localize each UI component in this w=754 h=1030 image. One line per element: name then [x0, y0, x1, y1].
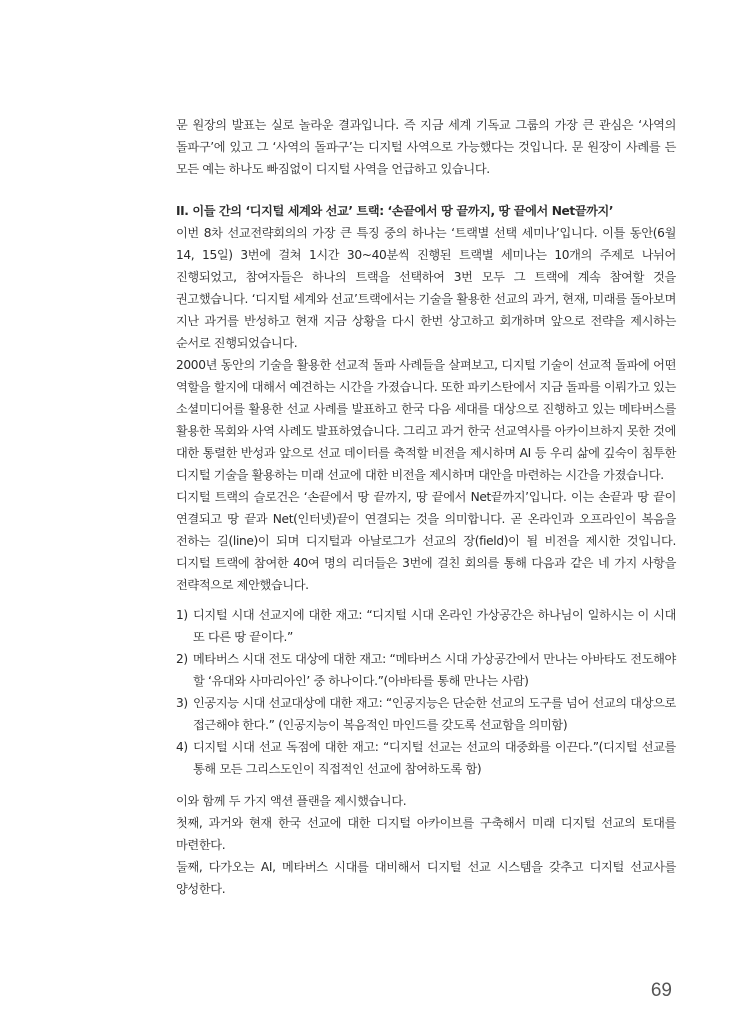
list-item-text: 디지털 시대 선교 독점에 대한 재고: “디지털 선교는 선교의 대중화를 이끈다.”(디지털 선교를 통해 모든 그리스도인이 직접적인 선교에 참여하도록 함) — [193, 740, 676, 776]
list-item-text: 메타버스 시대 전도 대상에 대한 재고: “메타버스 시대 가상공간에서 만나는 아바타도 전도해야 할 ‘유대와 사마리아인’ 중 하나이다.”(아바타를 통해 만나는 사람) — [193, 652, 676, 688]
list-item-text: 디지털 시대 선교지에 대한 재고: “디지털 시대 온라인 가상공간은 하나님이 일하시는 이 시대 또 다른 땅 끝이다.” — [193, 608, 676, 644]
closing-paragraph: 둘째, 다가오는 AI, 메타버스 시대를 대비해서 디지털 선교 시스템을 갖추고 디지털 선교사를 양성한다. — [176, 860, 676, 896]
body-paragraph: 디지털 트랙의 슬로건은 ‘손끝에서 땅 끝까지, 땅 끝에서 Net끝까지’입니다. 이는 손끝과 땅 끝이 연결되고 땅 끝과 Net(인터넷)끝이 연결되는 것을 의미합니다. 곧 온라인과 오프라인이 복음을 전하는 길(line)이 되며 디지털과 아날로그가 선교의 장(field)이 될 비전을 제시한 것입니다. 디지털 트랙에 참여한 40여 명의 리더들은 3번에 걸친 회의를 통해 다음과 같은 네 가지 사항을 전략적으로 제안했습니다. — [176, 490, 676, 592]
list-item-number: 2) — [176, 652, 188, 666]
list-item — [176, 604, 676, 648]
section-heading: II. 이들 간의 ‘디지털 세계와 선교’ 트랙: ‘손끝에서 땅 끝까지, 땅 끝에서 Net끝까지’ — [176, 204, 614, 218]
list-item-number: 3) — [176, 696, 188, 710]
proposal-list — [176, 604, 676, 780]
list-item — [176, 692, 676, 736]
page-body — [176, 114, 676, 900]
intro-paragraph: 문 원장의 발표는 실로 놀라운 결과입니다. 즉 지금 세계 기독교 그룹의 가장 큰 관심은 ‘사역의 돌파구’에 있고 그 ‘사역의 돌파구’는 디지털 사역으로 가능했다는 것입니다. 문 원장이 사례를 든 모든 예는 하나도 빠짐없이 디지털 사역을 언급하고 있습니다. — [176, 118, 676, 176]
closing-paragraph: 첫째, 과거와 현재 한국 선교에 대한 디지털 아카이브를 구축해서 미래 디지털 선교의 토대를 마련한다. — [176, 816, 676, 852]
list-item-number: 1) — [176, 608, 188, 622]
list-item — [176, 648, 676, 692]
page-number: 69 — [650, 980, 672, 1001]
closing-paragraph: 이와 함께 두 가지 액션 플랜을 제시했습니다. — [176, 794, 407, 808]
list-item-text: 인공지능 시대 선교대상에 대한 재고: “인공지능은 단순한 선교의 도구를 넘어 선교의 대상으로 접근해야 한다.” (인공지능이 복음적인 마인드를 갖도록 선교함을 의미함) — [193, 696, 676, 732]
body-paragraph: 2000년 동안의 기술을 활용한 선교적 돌파 사례들을 살펴보고, 디지털 기술이 선교적 돌파에 어떤 역할을 할지에 대해서 예견하는 시간을 가졌습니다. 또한 파키스탄에서 지금 돌파를 이뤄가고 있는 소셜미디어를 활용한 선교 사례를 발표하고 한국 다음 세대를 대상으로 진행하고 있는 메타버스를 활용한 목회와 사역 사례도 발표하였습니다. 그리고 과거 한국 선교역사를 아카이브하지 못한 것에 대한 통렬한 반성과 앞으로 선교 데이터를 축적할 비전을 제시하며 AI 등 우리 삶에 깊숙이 침투한 디지털 기술을 활용하는 미래 선교에 대한 비전을 제시하며 대안을 마련하는 시간을 가졌습니다. — [176, 358, 676, 482]
list-item — [176, 736, 676, 780]
list-item-number: 4) — [176, 740, 188, 754]
section-gap — [176, 180, 676, 200]
body-paragraph: 이번 8차 선교전략회의의 가장 큰 특징 중의 하나는 ‘트랙별 선택 세미나’입니다. 이틀 동안(6월 14, 15일) 3번에 걸쳐 1시간 30~40분씩 진행된 트랙별 세미나는 10개의 주제로 나뉘어 진행되었고, 참여자들은 하나의 트랙을 선택하여 3번 모두 그 트랙에 계속 참여할 것을 권고했습니다. ‘디지털 세계와 선교’트랙에서는 기술을 활용한 선교의 과거, 현재, 미래를 돌아보며 지난 과거를 반성하고 현재 지금 상황을 다시 한번 상고하고 회개하며 앞으로 전략을 제시하는 순서로 진행되었습니다. — [176, 226, 676, 350]
